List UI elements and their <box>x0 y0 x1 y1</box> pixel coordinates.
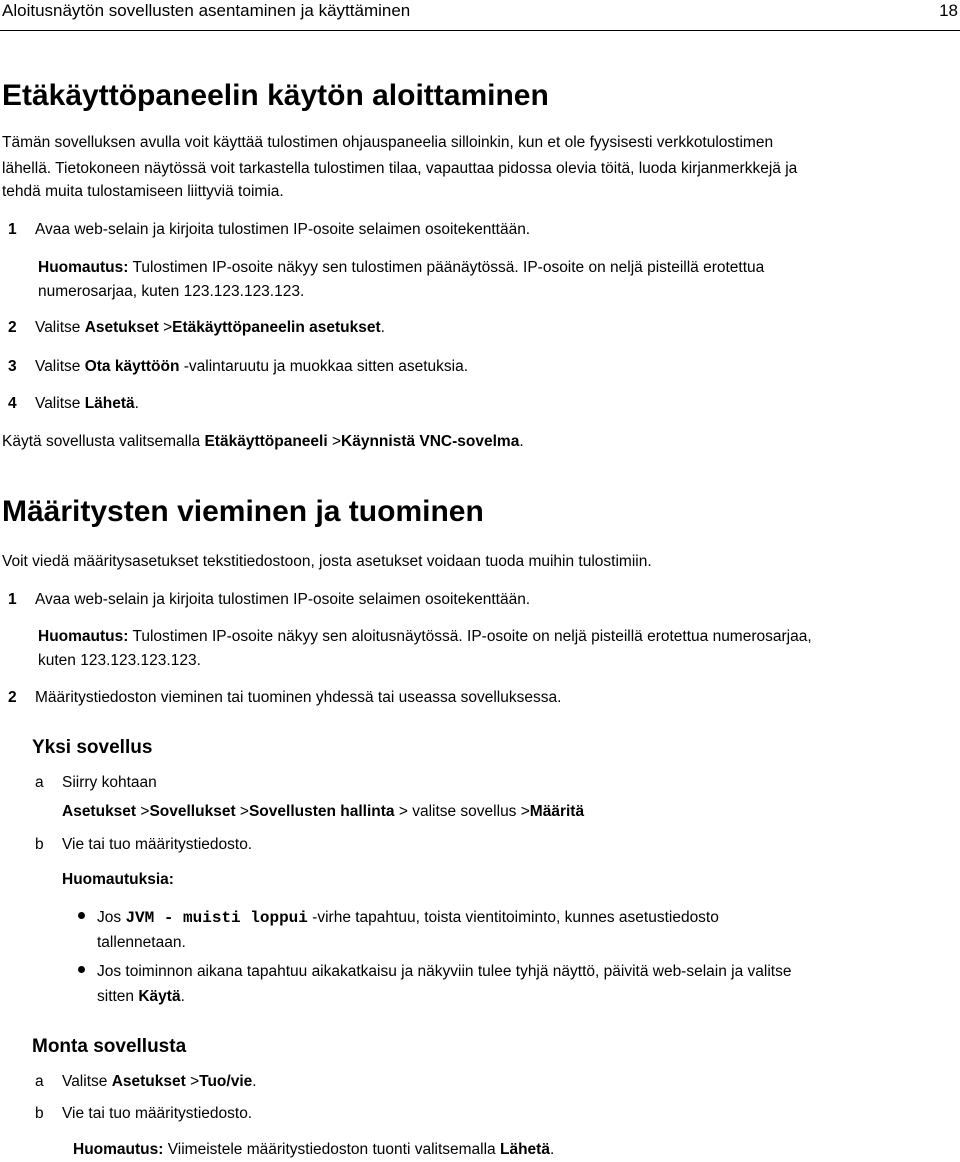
step-number: 2 <box>8 319 17 336</box>
page-header <box>0 0 960 31</box>
substep-text: Vie tai tuo määritystiedosto. <box>62 1105 253 1122</box>
section-intro: Voit viedä määritysasetukset tekstitiedostoon, josta asetukset voidaan tuoda muihin tulostimiin. <box>2 553 652 570</box>
bullet-text: Jos JVM - muisti loppui -virhe tapahtuu, toista vientitoiminto, kunnes asetustiedosto <box>97 909 719 927</box>
step-number: 4 <box>8 395 17 412</box>
menu-path-remote-panel-settings: Etäkäyttöpaneelin asetukset <box>172 319 381 336</box>
notes-label: Huomautuksia: <box>62 871 174 888</box>
note-text-cont: numerosarjaa, kuten 123.123.123.123. <box>38 283 305 300</box>
subheading-multiple-apps: Monta sovellusta <box>32 1036 187 1057</box>
substep-letter: b <box>35 836 44 853</box>
step-text: Määritystiedoston vieminen tai tuominen yhdessä tai useassa sovelluksessa. <box>35 689 562 706</box>
substep-letter: a <box>35 774 44 791</box>
bullet-icon <box>78 912 85 919</box>
note-label: Huomautus: <box>73 1141 164 1158</box>
substep-letter: a <box>35 1073 44 1090</box>
step-text: Avaa web-selain ja kirjoita tulostimen IP-osoite selaimen osoitekenttään. <box>35 221 531 238</box>
send-label: Lähetä <box>499 1141 550 1158</box>
note-label: Huomautus: <box>38 628 129 645</box>
step-number: 1 <box>8 591 17 608</box>
note-text: Tulostimen IP-osoite näkyy sen tulostimen päänäytössä. IP-osoite on neljä pisteillä erotettua <box>128 259 765 276</box>
header-title: Aloitusnäytön sovellusten asentaminen ja käyttäminen <box>2 1 411 20</box>
note <box>38 625 812 649</box>
intro-line: tehdä muita tulostamiseen liittyviä toimia. <box>2 183 284 200</box>
note: Huomautus: Viimeistele määritystiedoston tuonti valitsemalla Lähetä. <box>73 1141 555 1158</box>
section-heading-export-import: Määritysten vieminen ja tuominen <box>2 495 484 528</box>
substep-text: Vie tai tuo määritystiedosto. <box>62 836 253 853</box>
step-number: 1 <box>8 221 17 238</box>
page-number: 18 <box>939 1 958 20</box>
bullet-text-cont: tallennetaan. <box>97 934 186 951</box>
remote-panel-label: Etäkäyttöpaneeli <box>204 433 328 450</box>
note-text-cont: kuten 123.123.123.123. <box>38 652 201 669</box>
bullet-icon <box>78 966 85 973</box>
substep-text: Valitse Asetukset >Tuo/vie. <box>62 1073 257 1090</box>
step-number: 2 <box>8 689 17 706</box>
bullet-text-cont: sitten Käytä. <box>97 988 185 1005</box>
launch-vnc-label: Käynnistä VNC-sovelma <box>341 433 520 450</box>
menu-path: Asetukset >Sovellukset >Sovellusten hallinta > valitse sovellus >Määritä <box>62 803 585 820</box>
subheading-single-app: Yksi sovellus <box>32 737 153 758</box>
note-text: Tulostimen IP-osoite näkyy sen aloitusnäytössä. IP-osoite on neljä pisteillä erotettua numerosarjaa, <box>128 628 812 645</box>
note <box>38 256 764 280</box>
step-text: Valitse Ota käyttöön -valintaruutu ja muokkaa sitten asetuksia. <box>35 358 469 375</box>
substep-text: Siirry kohtaan <box>62 774 157 791</box>
apply-label: Käytä <box>138 988 181 1005</box>
note-label: Huomautus: <box>38 259 129 276</box>
step-text: Valitse Lähetä. <box>35 395 139 412</box>
intro-line: lähellä. Tietokoneen näytössä voit tarkastella tulostimen tilaa, vapauttaa pidossa olevia töitä, luoda kirjanmerkkejä ja <box>2 160 798 177</box>
step-text: Valitse Asetukset >Etäkäyttöpaneelin asetukset. <box>35 319 385 336</box>
substep-letter: b <box>35 1105 44 1122</box>
enable-label: Ota käyttöön <box>84 358 180 375</box>
menu-path-settings: Asetukset <box>84 319 159 336</box>
section-heading-remote-panel: Etäkäyttöpaneelin käytön aloittaminen <box>2 79 549 112</box>
intro-line: Tämän sovelluksen avulla voit käyttää tulostimen ohjauspaneelia silloinkin, kun et ole fyysisesti verkkotulostimen <box>2 134 774 151</box>
bullet-text: Jos toiminnon aikana tapahtuu aikakatkaisu ja näkyviin tulee tyhjä näyttö, päivitä web-selain ja valitse <box>97 963 792 980</box>
step-text: Avaa web-selain ja kirjoita tulostimen IP-osoite selaimen osoitekenttään. <box>35 591 531 608</box>
usage-text: Käytä sovellusta valitsemalla Etäkäyttöpaneeli >Käynnistä VNC-sovelma. <box>2 433 524 450</box>
error-code: JVM - muisti loppui <box>125 909 308 927</box>
send-label: Lähetä <box>84 395 135 412</box>
step-number: 3 <box>8 358 17 375</box>
